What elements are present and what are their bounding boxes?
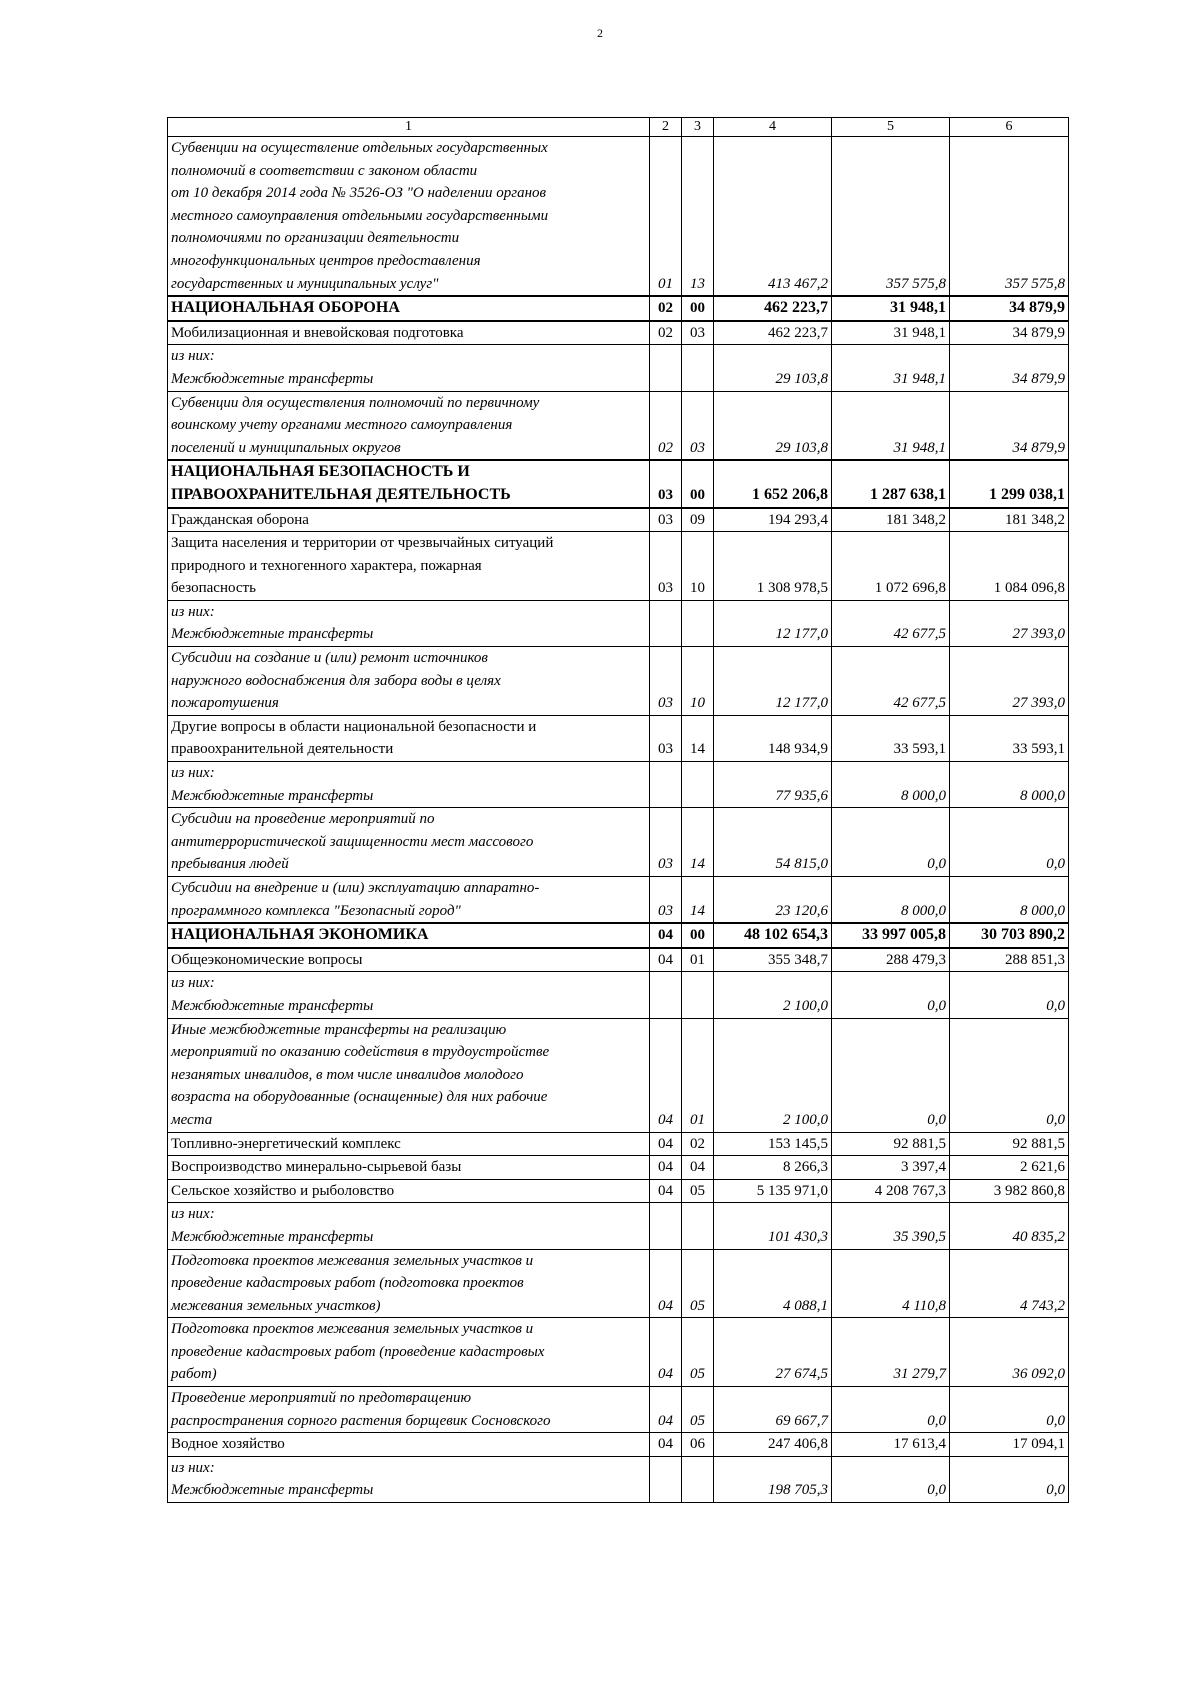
row-name-line: НАЦИОНАЛЬНАЯ ОБОРОНА: [171, 299, 400, 317]
table-row: [168, 1203, 1069, 1249]
value-col4: 1 652 206,8: [714, 460, 832, 507]
value-col6: 36 092,0: [950, 1318, 1069, 1387]
value-col4: 153 145,5: [714, 1132, 832, 1156]
value-col6: 27 393,0: [950, 600, 1069, 646]
row-name: [168, 1433, 650, 1457]
value-col6: 34 879,9: [950, 391, 1069, 460]
value-col6: 33 593,1: [950, 715, 1069, 761]
table-row: [168, 1433, 1069, 1457]
subsection-code: [682, 1456, 714, 1502]
subsection-code: [682, 972, 714, 1018]
row-name-line: Подготовка проектов межевания земельных участков и: [171, 1321, 534, 1338]
section-code: 03: [650, 647, 682, 716]
page-number: 2: [597, 26, 603, 40]
section-code: 04: [650, 1318, 682, 1387]
row-name-line: места: [171, 1111, 213, 1128]
row-name-line: из них:: [171, 975, 215, 992]
section-code: 04: [650, 1132, 682, 1156]
subsection-code: 09: [682, 508, 714, 532]
value-col6: 1 299 038,1: [950, 460, 1069, 507]
row-name: [168, 1203, 650, 1249]
value-col5: 17 613,4: [832, 1433, 950, 1457]
value-col5: 0,0: [832, 1387, 950, 1433]
row-name-line: пожаротушения: [171, 695, 279, 712]
row-name: [168, 508, 650, 532]
row-name-line: полномочиями по организации деятельности: [171, 230, 460, 247]
column-header: 1: [168, 118, 650, 137]
row-name: [168, 877, 650, 924]
value-col6: 30 703 890,2: [950, 923, 1069, 948]
value-col4: 247 406,8: [714, 1433, 832, 1457]
value-col4: 462 223,7: [714, 296, 832, 321]
table-row: [168, 715, 1069, 761]
row-name-line: Защита населения и территории от чрезвычайных ситуаций: [171, 535, 554, 552]
budget-table: [167, 117, 1069, 1503]
column-header: 3: [682, 118, 714, 137]
value-col6: 27 393,0: [950, 647, 1069, 716]
column-header: 4: [714, 118, 832, 137]
row-name-line: Межбюджетные трансферты: [171, 997, 374, 1014]
table-row: [168, 972, 1069, 1018]
row-name-line: многофункциональных центров предоставления: [171, 252, 481, 269]
row-name-line: наружного водоснабжения для забора воды в целях: [171, 672, 501, 689]
row-name-line: Воспроизводство минерально-сырьевой базы: [171, 1159, 462, 1176]
subsection-code: 03: [682, 321, 714, 345]
row-name: [168, 321, 650, 345]
row-name: [168, 1018, 650, 1132]
section-row: [168, 296, 1069, 321]
value-col4: 194 293,4: [714, 508, 832, 532]
value-col5: 42 677,5: [832, 600, 950, 646]
column-header-row: [168, 118, 1069, 137]
subsection-code: 05: [682, 1318, 714, 1387]
section-code: [650, 762, 682, 808]
value-col6: 181 348,2: [950, 508, 1069, 532]
subsection-code: 00: [682, 923, 714, 948]
row-name-line: проведение кадастровых работ (подготовка проектов: [171, 1275, 524, 1292]
budget-table-body: [168, 118, 1069, 1503]
value-col4: 69 667,7: [714, 1387, 832, 1433]
table-row: [168, 808, 1069, 877]
row-name-line: Субвенции на осуществление отдельных государственных: [171, 140, 548, 156]
value-col4: 4 088,1: [714, 1249, 832, 1318]
value-col4: 29 103,8: [714, 391, 832, 460]
row-name-line: от 10 декабря 2014 года № 3526-ОЗ "О наделении органов: [171, 185, 547, 202]
row-name: [168, 137, 650, 297]
value-col4: 198 705,3: [714, 1456, 832, 1502]
subsection-code: 02: [682, 1132, 714, 1156]
value-col5: 0,0: [832, 1456, 950, 1502]
column-header: 2: [650, 118, 682, 137]
row-name-line: из них:: [171, 765, 215, 782]
row-name-line: из них:: [171, 1206, 215, 1223]
table-row: [168, 762, 1069, 808]
row-name: [168, 1249, 650, 1318]
row-name-line: Топливно-энергетический комплекс: [171, 1135, 401, 1152]
row-name: [168, 1456, 650, 1502]
row-name: [168, 532, 650, 601]
value-col4: 23 120,6: [714, 877, 832, 924]
row-name-line: антитеррористической защищенности мест массового: [171, 833, 534, 850]
value-col6: 1 084 096,8: [950, 532, 1069, 601]
table-row: [168, 1249, 1069, 1318]
table-row: [168, 647, 1069, 716]
row-name: [168, 1156, 650, 1180]
value-col4: 462 223,7: [714, 321, 832, 345]
section-code: 04: [650, 948, 682, 972]
table-row: [168, 948, 1069, 972]
value-col4: 48 102 654,3: [714, 923, 832, 948]
row-name-line: распространения сорного растения борщевик Сосновского: [171, 1412, 551, 1429]
value-col4: 1 308 978,5: [714, 532, 832, 601]
row-name-line: Другие вопросы в области национальной безопасности и: [171, 718, 537, 735]
section-code: 02: [650, 391, 682, 460]
value-col6: 357 575,8: [950, 137, 1069, 297]
value-col6: 0,0: [950, 1387, 1069, 1433]
table-row: [168, 1318, 1069, 1387]
value-col5: 33 997 005,8: [832, 923, 950, 948]
value-col4: 29 103,8: [714, 345, 832, 391]
section-code: 01: [650, 137, 682, 297]
value-col4: 27 674,5: [714, 1318, 832, 1387]
value-col4: 77 935,6: [714, 762, 832, 808]
value-col6: 288 851,3: [950, 948, 1069, 972]
value-col4: 12 177,0: [714, 647, 832, 716]
value-col4: 8 266,3: [714, 1156, 832, 1180]
row-name: [168, 923, 650, 948]
section-code: 04: [650, 1387, 682, 1433]
section-code: 03: [650, 715, 682, 761]
row-name-line: воинскому учету органами местного самоуправления: [171, 417, 513, 434]
row-name-line: государственных и муниципальных услуг": [171, 275, 439, 292]
value-col5: 1 072 696,8: [832, 532, 950, 601]
row-name-line: поселений и муниципальных округов: [171, 439, 401, 456]
row-name-line: из них:: [171, 603, 215, 620]
value-col5: 4 110,8: [832, 1249, 950, 1318]
value-col5: 31 948,1: [832, 321, 950, 345]
value-col6: 2 621,6: [950, 1156, 1069, 1180]
subsection-code: [682, 345, 714, 391]
row-name-line: НАЦИОНАЛЬНАЯ БЕЗОПАСНОСТЬ И: [171, 463, 470, 481]
section-code: [650, 345, 682, 391]
section-code: 03: [650, 460, 682, 507]
value-col5: 92 881,5: [832, 1132, 950, 1156]
subsection-code: 01: [682, 948, 714, 972]
value-col5: 31 948,1: [832, 345, 950, 391]
value-col5: 42 677,5: [832, 647, 950, 716]
value-col5: 31 279,7: [832, 1318, 950, 1387]
subsection-code: 01: [682, 1018, 714, 1132]
section-code: 04: [650, 1249, 682, 1318]
value-col5: 8 000,0: [832, 877, 950, 924]
section-code: 02: [650, 296, 682, 321]
value-col5: 4 208 767,3: [832, 1179, 950, 1203]
table-row: [168, 600, 1069, 646]
value-col5: 1 287 638,1: [832, 460, 950, 507]
row-name-line: Субсидии на внедрение и (или) эксплуатацию аппаратно-: [171, 880, 540, 896]
row-name: [168, 1132, 650, 1156]
row-name-line: пребывания людей: [171, 856, 289, 873]
subsection-code: 05: [682, 1179, 714, 1203]
section-code: 04: [650, 1433, 682, 1457]
row-name: [168, 296, 650, 321]
subsection-code: 13: [682, 137, 714, 297]
section-row: [168, 923, 1069, 948]
section-code: 03: [650, 808, 682, 877]
value-col5: 3 397,4: [832, 1156, 950, 1180]
value-col4: 148 934,9: [714, 715, 832, 761]
row-name: [168, 972, 650, 1018]
section-code: 04: [650, 923, 682, 948]
table-row: [168, 1132, 1069, 1156]
value-col5: 33 593,1: [832, 715, 950, 761]
value-col4: 5 135 971,0: [714, 1179, 832, 1203]
section-code: [650, 600, 682, 646]
value-col4: 2 100,0: [714, 1018, 832, 1132]
value-col6: 34 879,9: [950, 296, 1069, 321]
table-row: [168, 1018, 1069, 1132]
table-row: [168, 1387, 1069, 1433]
column-header: 5: [832, 118, 950, 137]
value-col6: 40 835,2: [950, 1203, 1069, 1249]
subsection-code: 03: [682, 391, 714, 460]
subsection-code: 06: [682, 1433, 714, 1457]
row-name-line: межевания земельных участков): [171, 1297, 381, 1314]
value-col5: 31 948,1: [832, 296, 950, 321]
value-col5: 0,0: [832, 972, 950, 1018]
row-name-line: Межбюджетные трансферты: [171, 626, 374, 643]
value-col5: 288 479,3: [832, 948, 950, 972]
row-name-line: НАЦИОНАЛЬНАЯ ЭКОНОМИКА: [171, 926, 429, 944]
value-col6: 17 094,1: [950, 1433, 1069, 1457]
table-row: [168, 321, 1069, 345]
subsection-code: 14: [682, 808, 714, 877]
row-name: [168, 345, 650, 391]
value-col6: 8 000,0: [950, 762, 1069, 808]
table-row: [168, 1179, 1069, 1203]
value-col6: 3 982 860,8: [950, 1179, 1069, 1203]
row-name-line: местного самоуправления отдельными государственными: [171, 207, 549, 224]
value-col4: 54 815,0: [714, 808, 832, 877]
value-col6: 4 743,2: [950, 1249, 1069, 1318]
value-col4: 101 430,3: [714, 1203, 832, 1249]
row-name: [168, 391, 650, 460]
section-code: [650, 972, 682, 1018]
value-col5: 357 575,8: [832, 137, 950, 297]
row-name-line: из них:: [171, 1459, 215, 1476]
row-name: [168, 762, 650, 808]
value-col5: 8 000,0: [832, 762, 950, 808]
row-name-line: Межбюджетные трансферты: [171, 787, 374, 804]
table-row: [168, 345, 1069, 391]
table-row: [168, 137, 1069, 297]
subsection-code: [682, 1203, 714, 1249]
row-name: [168, 808, 650, 877]
table-row: [168, 532, 1069, 601]
value-col5: 0,0: [832, 808, 950, 877]
value-col4: 2 100,0: [714, 972, 832, 1018]
value-col6: 0,0: [950, 1456, 1069, 1502]
row-name: [168, 1318, 650, 1387]
row-name-line: Общеэкономические вопросы: [171, 951, 363, 968]
value-col5: 0,0: [832, 1018, 950, 1132]
row-name-line: Иные межбюджетные трансферты на реализацию: [171, 1021, 507, 1038]
row-name: [168, 647, 650, 716]
value-col6: 0,0: [950, 1018, 1069, 1132]
row-name: [168, 1387, 650, 1433]
value-col6: 34 879,9: [950, 345, 1069, 391]
row-name: [168, 715, 650, 761]
row-name-line: мероприятий по оказанию содействия в трудоустройстве: [171, 1044, 550, 1061]
row-name-line: Субсидии на проведение мероприятий по: [171, 811, 435, 828]
value-col6: 34 879,9: [950, 321, 1069, 345]
section-code: [650, 1203, 682, 1249]
subsection-code: 00: [682, 460, 714, 507]
row-name-line: полномочий в соответствии с законом области: [171, 162, 478, 179]
row-name-line: Мобилизационная и вневойсковая подготовка: [171, 324, 464, 341]
row-name-line: программного комплекса "Безопасный город": [171, 902, 461, 919]
row-name-line: Водное хозяйство: [171, 1436, 285, 1453]
row-name-line: безопасность: [171, 580, 256, 597]
table-row: [168, 508, 1069, 532]
row-name-line: незанятых инвалидов, в том числе инвалидов молодого: [171, 1066, 524, 1083]
table-row: [168, 391, 1069, 460]
subsection-code: 04: [682, 1156, 714, 1180]
section-code: 03: [650, 508, 682, 532]
section-code: 04: [650, 1018, 682, 1132]
row-name-line: Сельское хозяйство и рыболовство: [171, 1182, 395, 1199]
row-name-line: правоохранительной деятельности: [171, 741, 394, 758]
subsection-code: 14: [682, 877, 714, 924]
value-col5: 35 390,5: [832, 1203, 950, 1249]
value-col4: 355 348,7: [714, 948, 832, 972]
row-name-line: Межбюджетные трансферты: [171, 1228, 374, 1245]
subsection-code: 05: [682, 1249, 714, 1318]
row-name-line: Межбюджетные трансферты: [171, 370, 374, 387]
row-name-line: Гражданская оборона: [171, 511, 309, 528]
subsection-code: 10: [682, 532, 714, 601]
section-code: 03: [650, 877, 682, 924]
value-col6: 0,0: [950, 972, 1069, 1018]
subsection-code: 14: [682, 715, 714, 761]
row-name-line: ПРАВООХРАНИТЕЛЬНАЯ ДЕЯТЕЛЬНОСТЬ: [171, 485, 511, 503]
row-name-line: Подготовка проектов межевания земельных участков и: [171, 1252, 534, 1269]
value-col4: 12 177,0: [714, 600, 832, 646]
row-name-line: проведение кадастровых работ (проведение кадастровых: [171, 1343, 545, 1360]
value-col6: 8 000,0: [950, 877, 1069, 924]
subsection-code: 00: [682, 296, 714, 321]
subsection-code: [682, 762, 714, 808]
subsection-code: 10: [682, 647, 714, 716]
row-name: [168, 1179, 650, 1203]
row-name-line: природного и техногенного характера, пожарная: [171, 557, 482, 574]
row-name-line: Межбюджетные трансферты: [171, 1482, 374, 1499]
row-name-line: Проведение мероприятий по предотвращению: [171, 1390, 472, 1407]
table-row: [168, 877, 1069, 924]
section-code: 04: [650, 1179, 682, 1203]
row-name-line: работ): [171, 1366, 217, 1383]
value-col5: 181 348,2: [832, 508, 950, 532]
subsection-code: [682, 600, 714, 646]
value-col5: 31 948,1: [832, 391, 950, 460]
section-code: 03: [650, 532, 682, 601]
row-name-line: Субвенции для осуществления полномочий по первичному: [171, 394, 540, 411]
row-name: [168, 600, 650, 646]
value-col6: 0,0: [950, 808, 1069, 877]
column-header: 6: [950, 118, 1069, 137]
section-row: [168, 460, 1069, 507]
value-col4: 413 467,2: [714, 137, 832, 297]
subsection-code: 05: [682, 1387, 714, 1433]
row-name: [168, 948, 650, 972]
section-code: 04: [650, 1156, 682, 1180]
row-name-line: возраста на оборудованные (оснащенные) для них рабочие: [171, 1089, 548, 1106]
section-code: 02: [650, 321, 682, 345]
table-row: [168, 1156, 1069, 1180]
row-name-line: Субсидии на создание и (или) ремонт источников: [171, 650, 488, 667]
row-name: [168, 460, 650, 507]
table-row: [168, 1456, 1069, 1502]
section-code: [650, 1456, 682, 1502]
row-name-line: из них:: [171, 348, 215, 365]
value-col6: 92 881,5: [950, 1132, 1069, 1156]
